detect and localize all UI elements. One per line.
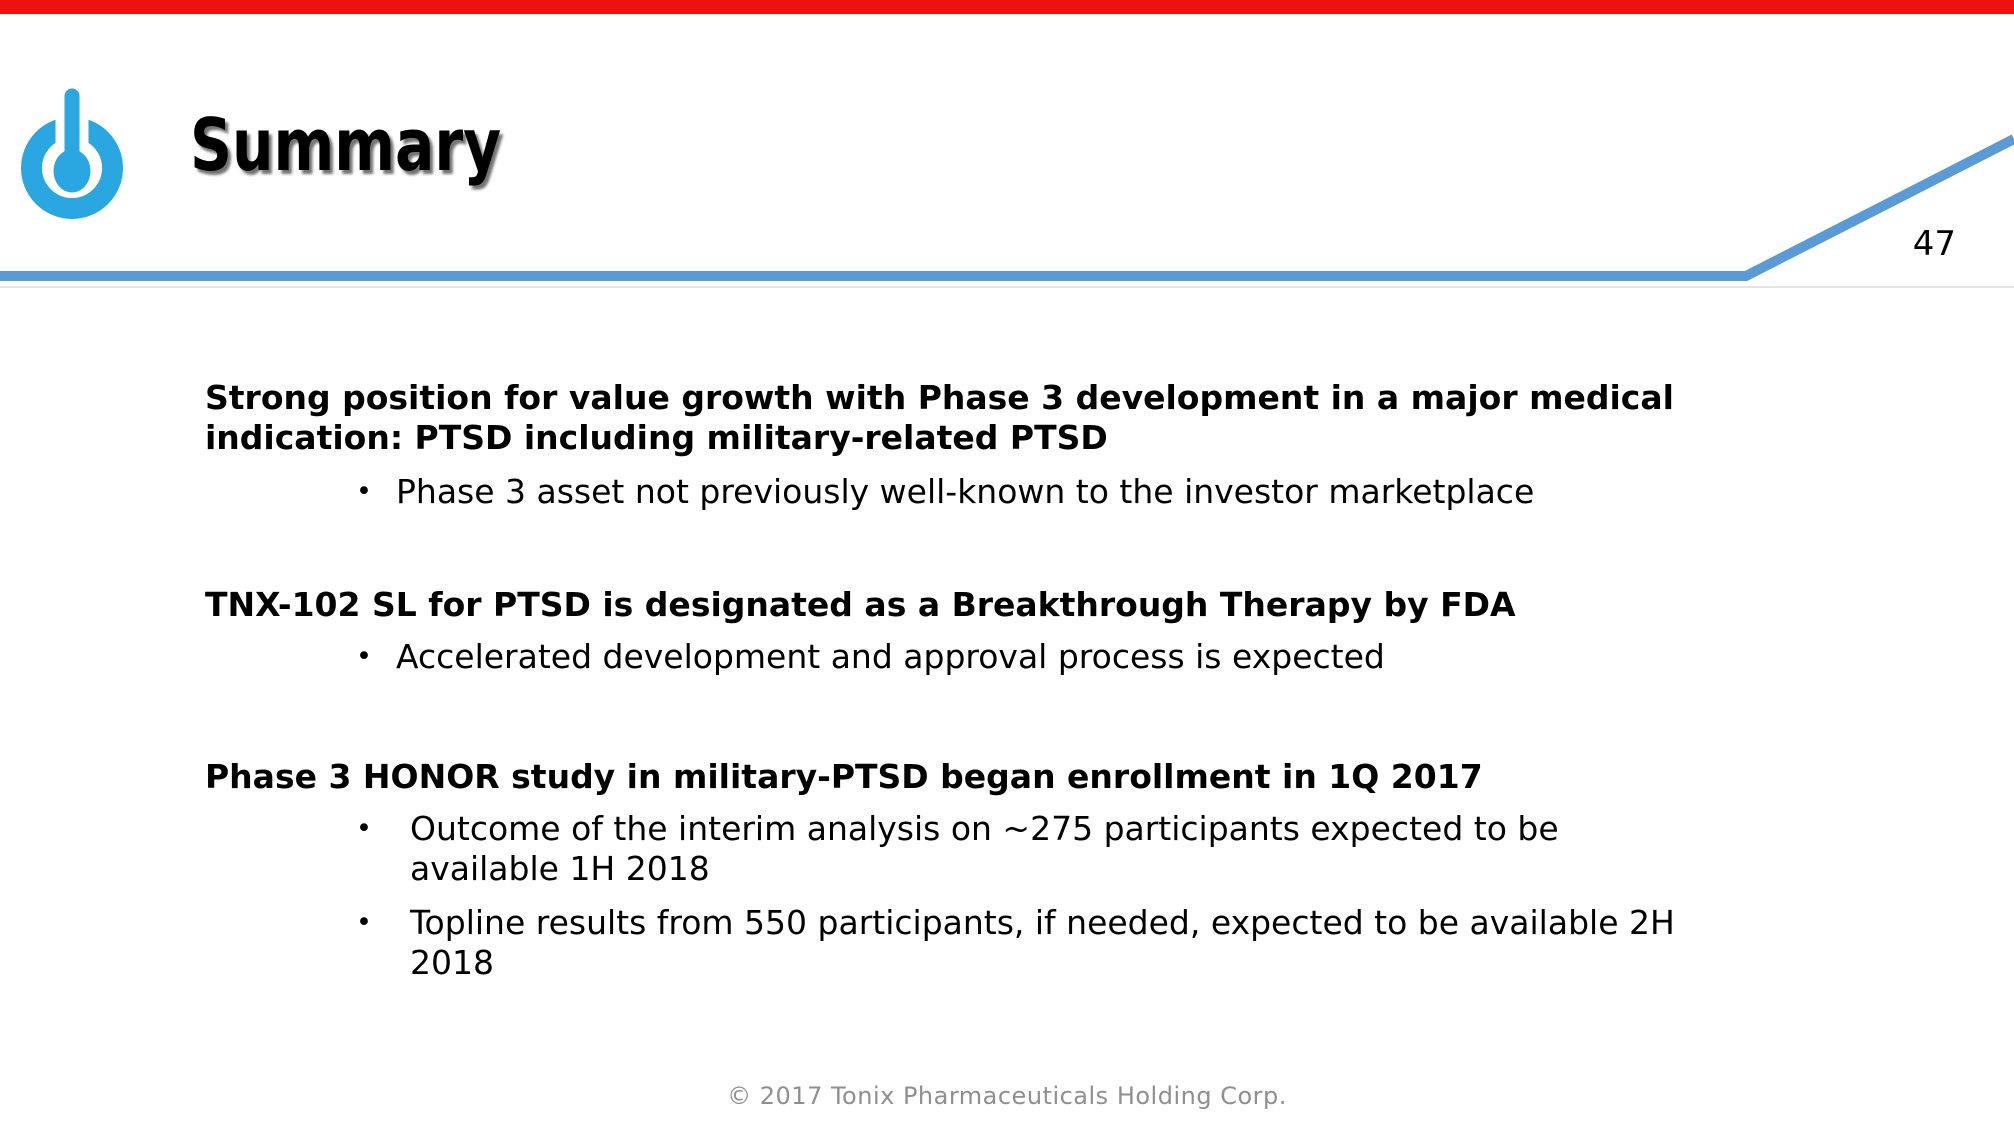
bullet-line: Accelerated development and approval process is expected [396, 637, 1385, 676]
heading-line: Strong position for value growth with Phase 3 development in a major medical [205, 378, 1674, 417]
footer-copyright: © 2017 Tonix Pharmaceuticals Holding Corp. [727, 1082, 1287, 1110]
bullet-line: Outcome of the interim analysis on ~275 participants expected to be [410, 809, 1559, 848]
bullet-item [205, 472, 1837, 512]
section-heading [205, 757, 1837, 797]
section-heading [205, 378, 1837, 458]
top-red-bar [0, 0, 2014, 14]
bullet-text [410, 903, 1837, 983]
bullet-line: 2018 [410, 943, 494, 982]
bullet-item [205, 809, 1837, 889]
heading-line: Phase 3 HONOR study in military-PTSD began enrollment in 1Q 2017 [205, 757, 1483, 796]
bullet-icon: • [356, 641, 372, 672]
slide-body [205, 378, 1837, 983]
heading-line: TNX-102 SL for PTSD is designated as a Breakthrough Therapy by FDA [205, 585, 1516, 624]
bullet-text [396, 637, 1837, 677]
bullet-icon: • [356, 907, 372, 938]
bullet-text [410, 809, 1837, 889]
bullet-line: available 1H 2018 [410, 849, 710, 888]
bullet-line: Topline results from 550 participants, if needed, expected to be available 2H [410, 903, 1675, 942]
logo-center-dot [54, 150, 91, 193]
page-number: 47 [1912, 224, 1956, 264]
slide-title: Summary [190, 103, 502, 187]
bullet-icon: • [356, 476, 372, 507]
bullet-item [205, 637, 1837, 677]
heading-line: indication: PTSD including military-related PTSD [205, 418, 1108, 457]
power-logo-icon [18, 84, 126, 220]
bullet-icon: • [356, 813, 372, 844]
bullet-text [396, 472, 1837, 512]
bullet-item [205, 903, 1837, 983]
bullet-line: Phase 3 asset not previously well-known to the investor marketplace [396, 472, 1535, 511]
section-heading [205, 585, 1837, 625]
